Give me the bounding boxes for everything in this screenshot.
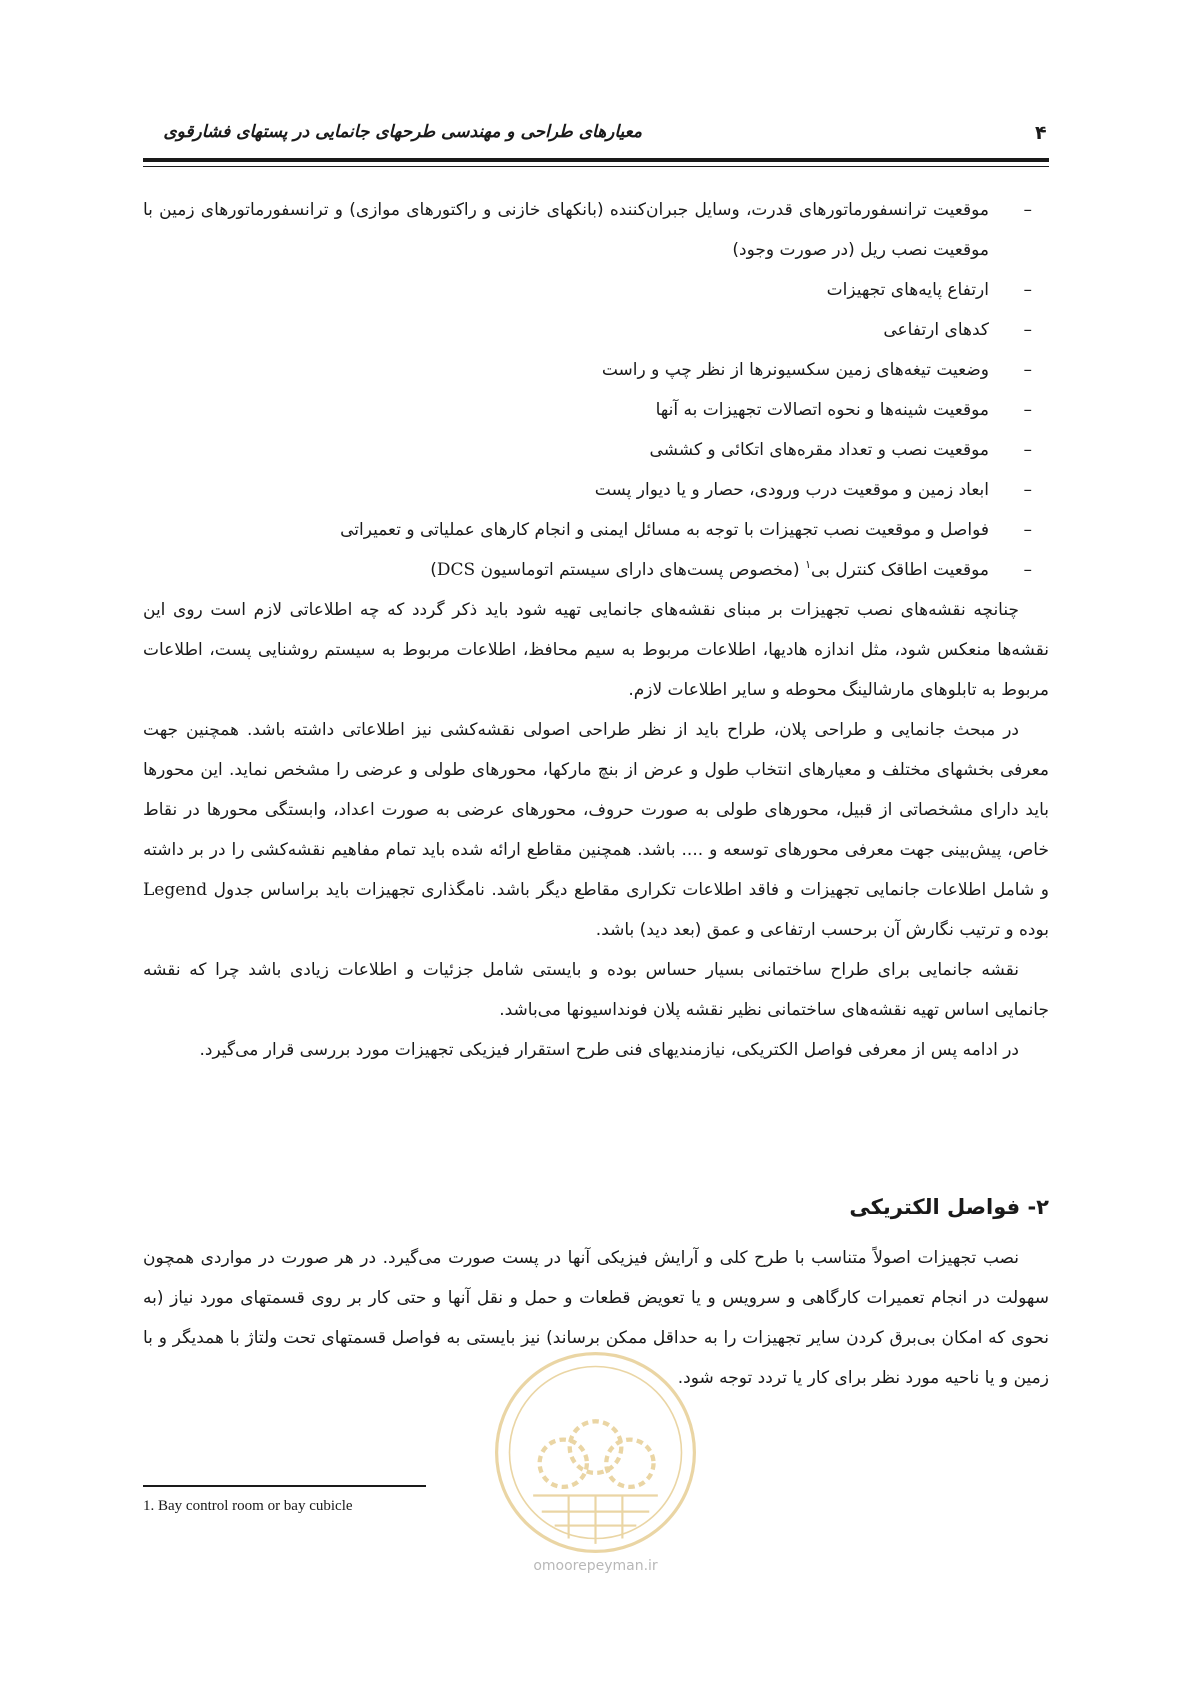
section-title: ۲- فواصل الکتریکی <box>849 1195 1049 1219</box>
abbreviation: DCS <box>436 560 476 580</box>
bullet-dash: – <box>1023 520 1032 540</box>
bullet-dash: – <box>1023 480 1032 500</box>
bullet-text: موقعیت نصب و تعداد مقره‌های اتکائی و کششی <box>649 440 989 460</box>
paragraph-text: بوده و ترتیب نگارش آن برحسب ارتفاعی و عمق (بعد دید) باشد. <box>595 920 1049 940</box>
bullet-dash: – <box>1023 360 1032 380</box>
page-number: ۴ <box>1035 122 1047 144</box>
bullet-list <box>143 190 1049 590</box>
bullet-text: موقعیت شینه‌ها و نحوه اتصالات تجهیزات به آنها <box>655 400 989 420</box>
bullet-item <box>143 270 1049 310</box>
bullet-item <box>143 190 1049 270</box>
bullet-text: موقعیت اطاقک کنترل بی <box>810 560 989 580</box>
bullet-dash: – <box>1023 200 1032 220</box>
main-content <box>143 190 1049 1070</box>
footnote: 1. Bay control room or bay cubicle <box>143 1498 353 1514</box>
bullet-item <box>143 430 1049 470</box>
bullet-dash: – <box>1023 440 1032 460</box>
section-body: نصب تجهیزات اصولاً متناسب با طرح کلی و آرایش فیزیکی آنها در پست صورت می‌گیرد. در هر صورت در مواردی همچون سهولت در انجام تعمیرات کارگاهی و سرویس و یا تعویض قطعات و حمل و نقل آنها و حتی کار بر روی قسمتهای مورد نیاز (به نحوی که امکان بی‌برق کردن سایر تجهیزات را به حداقل ممکن برساند) نیز بایستی به فواصل قسمتهای تحت ولتاژ با همدیگر و با زمین و یا ناحیه مورد نظر برای کار یا تردد توجه شود. <box>143 1248 1049 1388</box>
legend-term: Legend <box>143 880 208 900</box>
bullet-dash: – <box>1023 320 1032 340</box>
paragraph <box>143 710 1049 950</box>
bullet-item <box>143 390 1049 430</box>
footnote-mark: ۱ <box>805 558 811 571</box>
watermark-text: omoorepeyman.ir <box>533 1558 658 1574</box>
bullet-text: ابعاد زمین و موقعیت درب ورودی، حصار و یا دیوار پست <box>594 480 989 500</box>
watermark-seal-icon <box>488 1345 703 1560</box>
bullet-item <box>143 470 1049 510</box>
header-rule-thin <box>143 166 1049 167</box>
paragraph-text: در مبحث جانمایی و طراحی پلان، طراح باید از نظر طراحی اصولی نقشه‌کشی نیز اطلاعاتی داشته باشد. همچنین جهت معرفی بخشهای مختلف و معیارهای انتخاب طول و عرض از بنچ مارکها، محورهای طولی و عرضی را مشخص نماید. این محورها باید دارای مشخصاتی از قبیل، محورهای طولی به صورت حروف، محورهای عرضی به صورت اعداد، وابستگی محورها در نقاط خاص، پیش‌بینی جهت معرفی محورهای توسعه و .... باشد. همچنین مقاطع ارائه شده باید تمام مفاهیم نقشه‌کشی را در بر داشته و شامل اطلاعات جانمایی تجهیزات و فاقد اطلاعات تکراری مقاطع دیگر باشد. نامگذاری تجهیزات باید براساس جدول <box>143 720 1049 900</box>
header-rule-thick <box>143 158 1049 162</box>
paragraph: چنانچه نقشه‌های نصب تجهیزات بر مبنای نقشه‌های جانمایی تهیه شود باید ذکر گردد که چه اطلاعاتی لازم است روی این نقشه‌ها منعکس شود، مثل اندازه هادیها، اطلاعات مربوط به سیم محافظ، اطلاعات مربوط به سیستم روشنایی پست، اطلاعات مربوط به تابلوهای مارشالینگ محوطه و سایر اطلاعات لازم. <box>143 600 1049 700</box>
bullet-text: وضعیت تیغه‌های زمین سکسیونرها از نظر چپ و راست <box>601 360 989 380</box>
bullet-text: ) <box>430 560 437 580</box>
bullet-dash: – <box>1023 560 1032 580</box>
footnote-rule <box>143 1485 426 1487</box>
bullet-dash: – <box>1023 400 1032 420</box>
bullet-item <box>143 510 1049 550</box>
bullet-text: ارتفاع پایه‌های تجهیزات <box>826 280 989 300</box>
paragraph: در ادامه پس از معرفی فواصل الکتریکی، نیازمندیهای فنی طرح استقرار فیزیکی تجهیزات مورد بررسی قرار می‌گیرد. <box>199 1040 1019 1060</box>
bullet-item <box>143 350 1049 390</box>
bullet-item <box>143 310 1049 350</box>
bullet-text: موقعیت ترانسفورماتورهای قدرت، وسایل جبران‌کننده (بانکهای خازنی و راکتورهای موازی) و ترانسفورماتورهای زمین با موقعیت نصب ریل (در صورت وجود) <box>143 200 989 260</box>
bullet-dash: – <box>1023 280 1032 300</box>
bullet-text: کدهای ارتفاعی <box>883 320 989 340</box>
running-title: معیارهای طراحی و مهندسی طرحهای جانمایی در پستهای فشارقوی <box>163 122 642 142</box>
bullet-item <box>143 550 1049 590</box>
bullet-text: فواصل و موقعیت نصب تجهیزات با توجه به مسائل ایمنی و انجام کارهای عملیاتی و تعمیراتی <box>340 520 989 540</box>
bullet-text: (مخصوص پست‌های دارای سیستم اتوماسیون <box>475 560 806 580</box>
paragraph: نقشه جانمایی برای طراح ساختمانی بسیار حساس بوده و بایستی شامل جزئیات و اطلاعات زیادی باشد چرا که نقشه جانمایی اساس تهیه نقشه‌های ساختمانی نظیر نقشه پلان فونداسیونها می‌باشد. <box>143 960 1049 1020</box>
